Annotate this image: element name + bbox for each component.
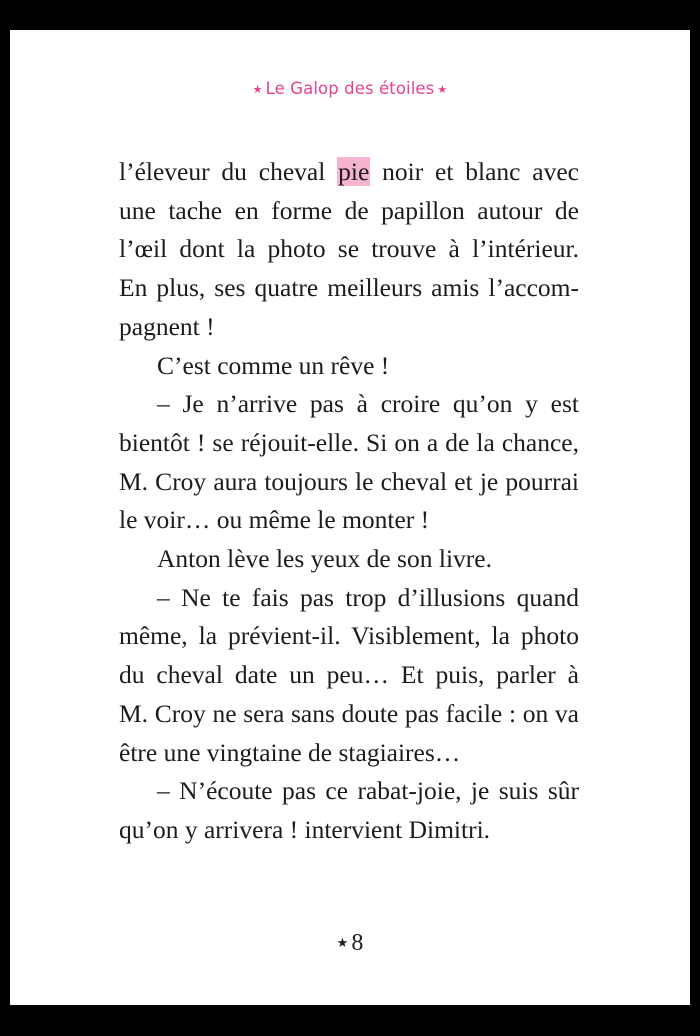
highlighted-word[interactable]: pie bbox=[338, 157, 370, 186]
text-line: être une vingtaine de stagiaires… bbox=[119, 737, 461, 767]
text-line: le voir… ou même le monter ! bbox=[119, 505, 430, 535]
text-line: C’est comme un rêve ! bbox=[157, 350, 390, 380]
star-icon: ★ bbox=[336, 935, 349, 950]
book-title: Le Galop des étoiles bbox=[265, 79, 435, 98]
body-text bbox=[119, 153, 579, 850]
text-line: une tache en forme de papillon autour de bbox=[119, 195, 579, 225]
paragraph bbox=[119, 772, 579, 849]
star-icon: ★ bbox=[252, 83, 263, 96]
text-line: – Je n’arrive pas à croire qu’on y est bbox=[157, 389, 579, 419]
text-line: M. Croy ne sera sans doute pas facile : on va bbox=[119, 698, 579, 728]
text-line: En plus, ses quatre meilleurs amis l’accom- bbox=[119, 273, 579, 303]
text-line: du cheval date un peu… Et puis, parler à bbox=[119, 660, 579, 690]
running-head bbox=[10, 79, 690, 98]
text-line: – Ne te fais pas trop d’illusions quand bbox=[157, 582, 579, 612]
paragraph bbox=[119, 385, 579, 540]
page-number bbox=[10, 930, 690, 957]
text-line: bientôt ! se réjouit-elle. Si on a de la chance, bbox=[119, 427, 579, 457]
text-line: M. Croy aura toujours le cheval et je pourrai bbox=[119, 466, 579, 496]
page-number-value: 8 bbox=[351, 930, 364, 956]
paragraph bbox=[119, 347, 579, 386]
paragraph bbox=[119, 579, 579, 773]
star-icon: ★ bbox=[437, 83, 448, 96]
text-line: l’œil dont la photo se trouve à l’intérieur. bbox=[119, 234, 579, 264]
text-line: – N’écoute pas ce rabat-joie, je suis sûr bbox=[157, 776, 579, 806]
text-line: qu’on y arrivera ! intervient Dimitri. bbox=[119, 814, 491, 844]
text-line: Anton lève les yeux de son livre. bbox=[157, 544, 492, 574]
text-line: même, la prévient-il. Visiblement, la photo bbox=[119, 621, 579, 651]
book-page bbox=[10, 30, 690, 1005]
paragraph bbox=[119, 540, 579, 579]
text-line: l’éleveur du cheval pie noir et blanc avec bbox=[119, 157, 579, 186]
paragraph bbox=[119, 153, 579, 347]
text-line: pagnent ! bbox=[119, 311, 215, 341]
